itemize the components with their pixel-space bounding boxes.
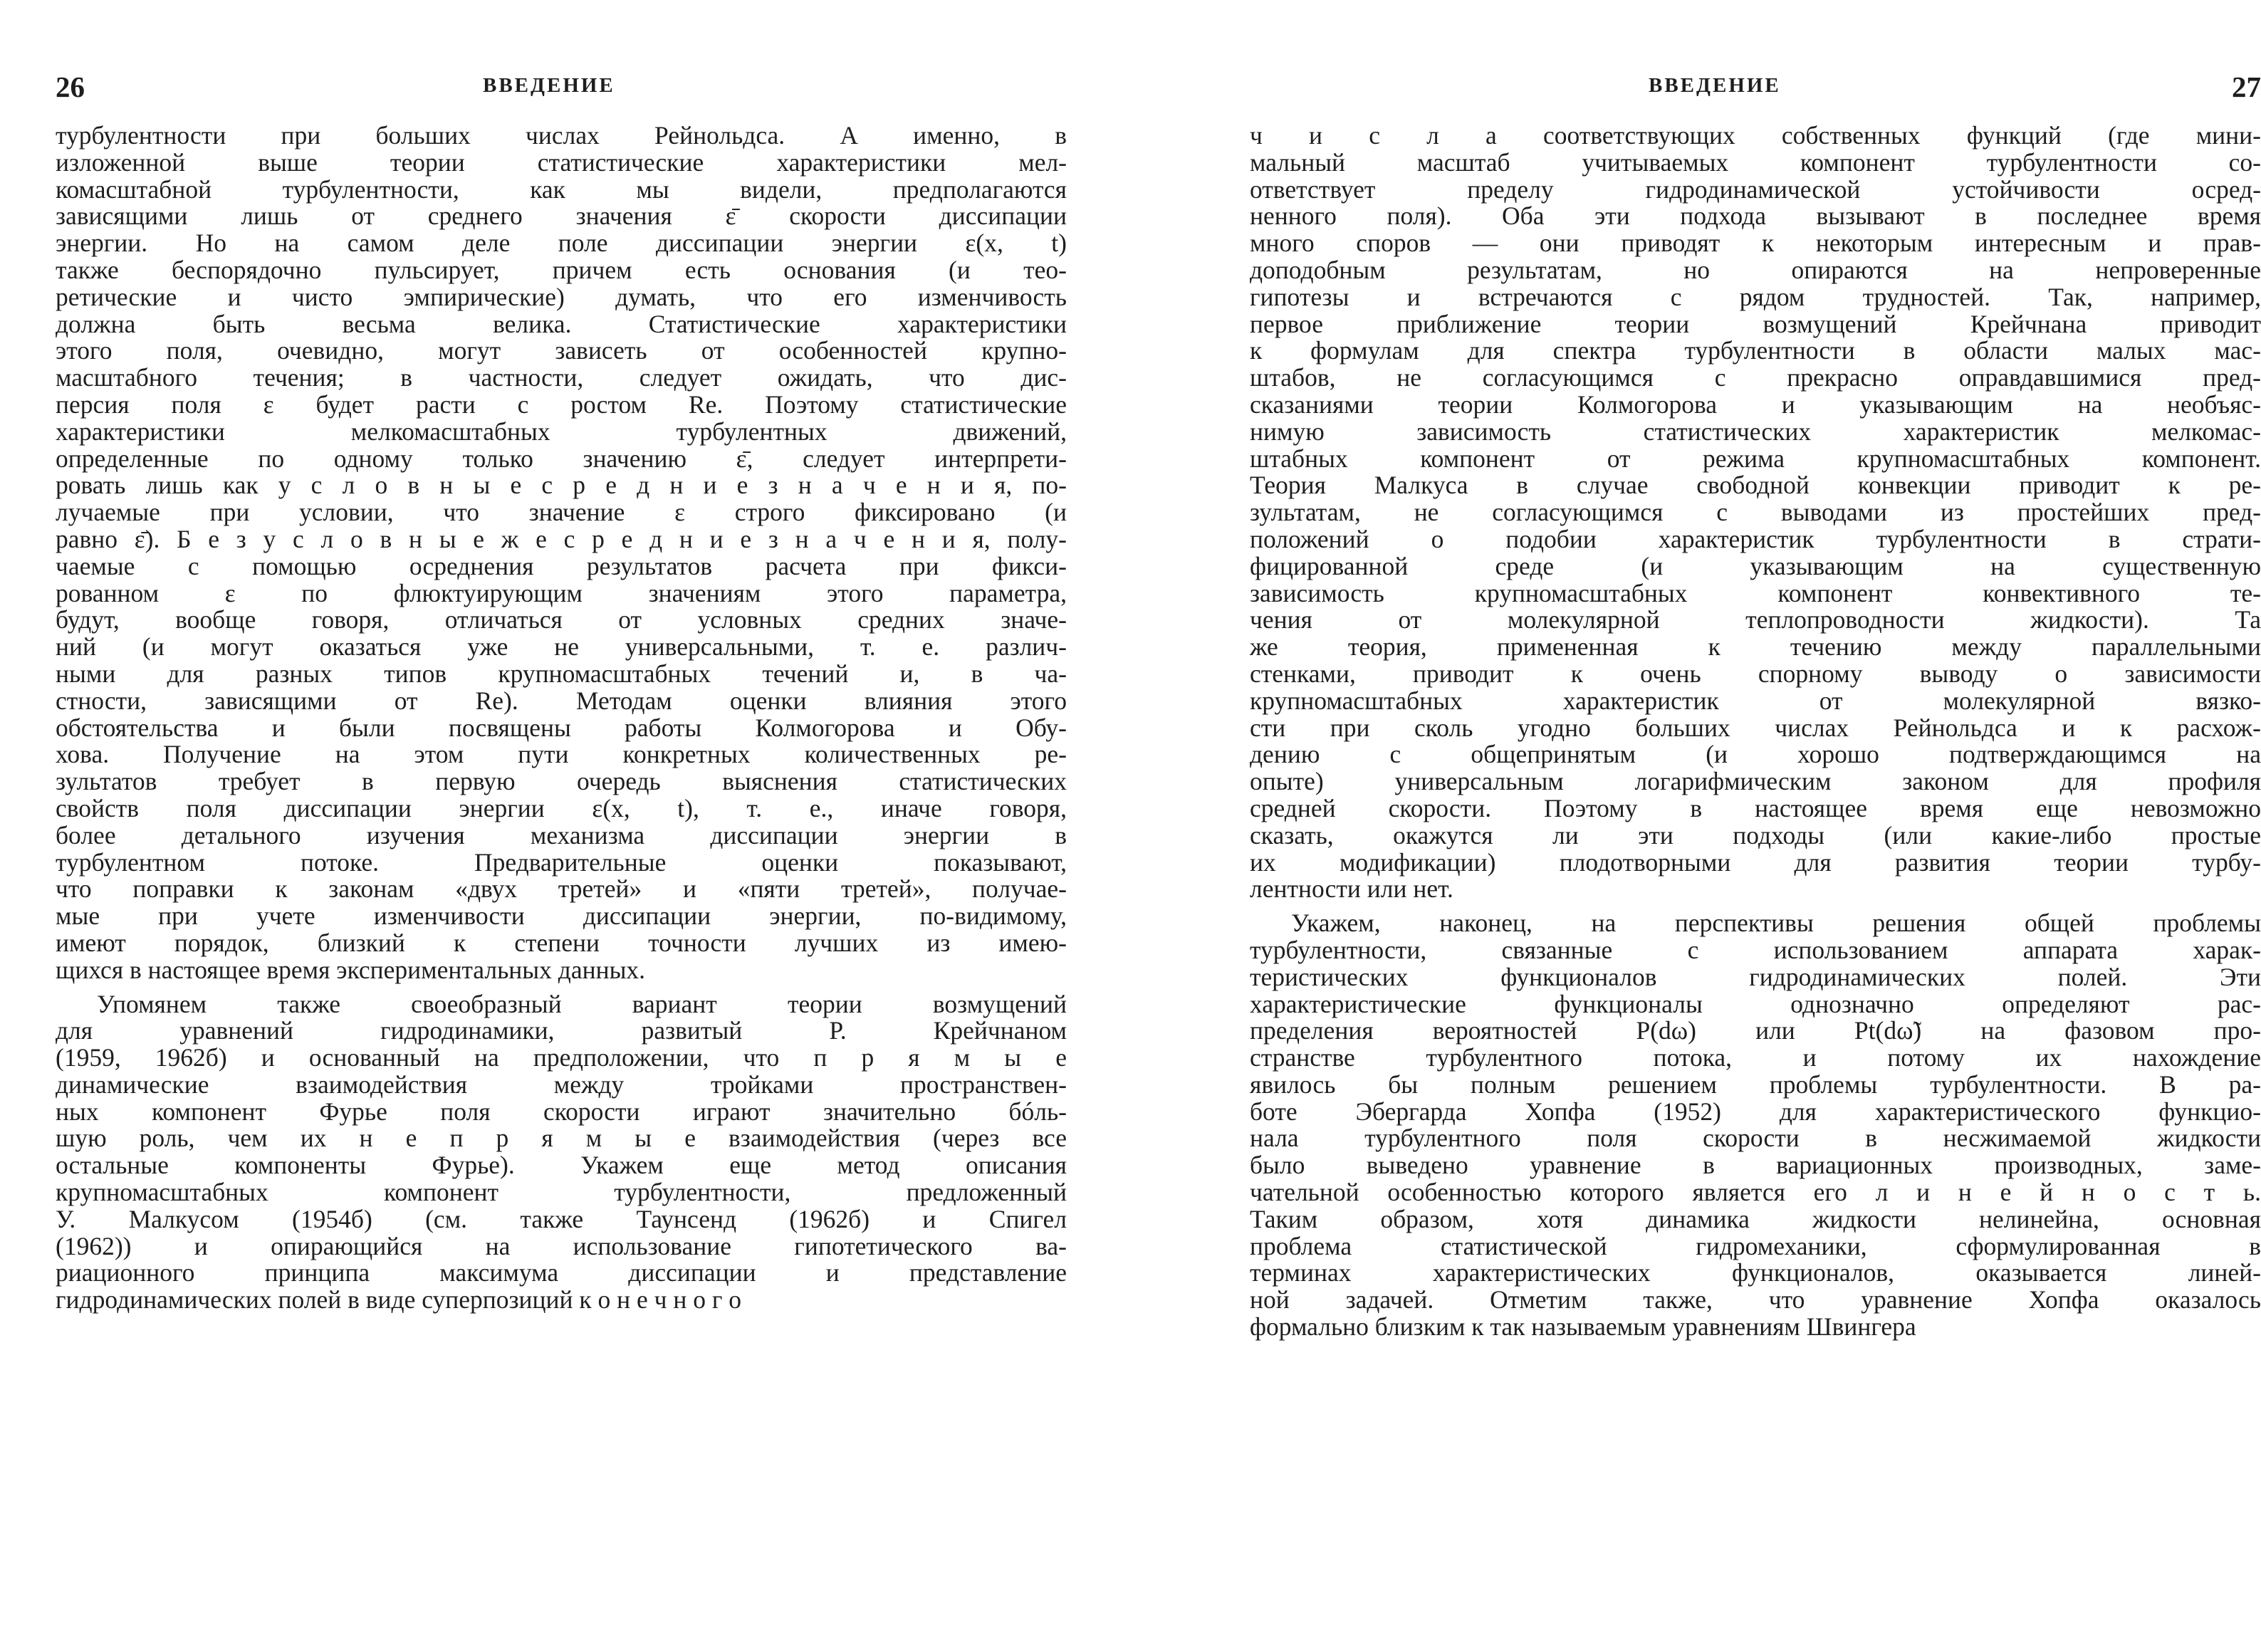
text-line: хова. Получение на этом пути конкретных количественных ре- bbox=[56, 740, 1067, 769]
text-line: комасштабной турбулентности, как мы видели, предполагаются bbox=[56, 174, 1067, 204]
text-line: обстоятельства и были посвящены работы Колмогорова и Обу- bbox=[56, 713, 1067, 742]
text-line: масштабного течения; в частности, следует ожидать, что дис- bbox=[56, 363, 1067, 392]
text-line: стенками, приводит к очень спорному выводу о зависимости bbox=[1250, 659, 2261, 688]
text-line: что поправки к законам «двух третей» и «пяти третей», получае- bbox=[56, 874, 1067, 904]
paragraph bbox=[1250, 903, 2261, 1341]
text-line: ний (и могут оказаться уже не универсальными, т. е. различ- bbox=[56, 632, 1067, 662]
right-page bbox=[1250, 0, 2261, 1652]
text-line: изложенной выше теории статистические характеристики мел- bbox=[56, 147, 1067, 177]
text-line: сказаниями теории Колмогорова и указывающим на необъяс- bbox=[1250, 390, 2261, 419]
text-line: стности, зависящими от Re). Методам оценки влияния этого bbox=[56, 686, 1067, 715]
text-line: ненного поля). Оба эти подхода вызывают в последнее время bbox=[1250, 202, 2261, 231]
text-line: странстве турбулентного потока, и потому их нахождение bbox=[1250, 1043, 2261, 1072]
text-line: первое приближение теории возмущений Крейчнана приводит bbox=[1250, 309, 2261, 338]
right-page-number: 27 bbox=[2232, 70, 2261, 103]
text-line: ч и с л а соответствующих собственных функций (где мини- bbox=[1250, 121, 2261, 150]
text-line: риационного принципа максимума диссипации и представление bbox=[56, 1258, 1067, 1287]
text-line: нала турбулентного поля скорости в несжимаемой жидкости bbox=[1250, 1124, 2261, 1153]
text-line: терминах характеристических функционалов, оказывается линей- bbox=[1250, 1258, 2261, 1287]
text-line: сти при сколь угодно больших числах Рейнольдса и к расхож- bbox=[1250, 713, 2261, 742]
text-line: характеристические функционалы однозначно определяют рас- bbox=[1250, 989, 2261, 1018]
text-line: ных компонент Фурье поля скорости играют значительно бóль- bbox=[56, 1097, 1067, 1126]
text-line: много споров — они приводят к некоторым интересным и прав- bbox=[1250, 229, 2261, 258]
paragraph bbox=[56, 122, 1067, 984]
text-line: энергии. Но на самом деле поле диссипации энергии ε(x, t) bbox=[56, 229, 1067, 258]
text-line: было выведено уравнение в вариационных производных, заме- bbox=[1250, 1151, 2261, 1180]
text-line: Таким образом, хотя динамика жидкости нелинейна, основная bbox=[1250, 1204, 2261, 1233]
left-page bbox=[56, 0, 1067, 1652]
left-page-header bbox=[56, 70, 1067, 113]
text-line: лентности или нет. bbox=[1250, 874, 1453, 904]
text-line: персия поля ε будет расти с ростом Re. Поэтому статистические bbox=[56, 390, 1067, 419]
text-line: мальный масштаб учитываемых компонент турбулентности со- bbox=[1250, 147, 2261, 177]
right-page-text bbox=[1250, 122, 2261, 1341]
text-line: Теория Малкуса в случае свободной конвекции приводит к ре- bbox=[1250, 471, 2261, 500]
text-line: средней скорости. Поэтому в настоящее время еще невозможно bbox=[1250, 793, 2261, 822]
text-line: определенные по одному только значению ε̄, следует интерпрети- bbox=[56, 444, 1067, 473]
text-line: У. Малкусом (1954б) (см. также Таунсенд (1962б) и Спигел bbox=[56, 1204, 1067, 1233]
paragraph bbox=[56, 984, 1067, 1314]
text-line: этого поля, очевидно, могут зависеть от особенностей крупно- bbox=[56, 336, 1067, 365]
text-line: пределения вероятностей P(dω) или Pt(dω̃) на фазовом про- bbox=[1250, 1016, 2261, 1045]
text-line: формально близким к так называемым уравнениям Швингера bbox=[1250, 1312, 1916, 1342]
left-page-number: 26 bbox=[56, 70, 85, 103]
text-line: Упомянем также своеобразный вариант теории возмущений bbox=[97, 989, 1067, 1018]
text-line: более детального изучения механизма диссипации энергии в bbox=[56, 820, 1067, 849]
text-line: свойств поля диссипации энергии ε(x, t), т. е., иначе говоря, bbox=[56, 793, 1067, 822]
text-line: теристических функционалов гидродинамических полей. Эти bbox=[1250, 962, 2261, 991]
text-line: щихся в настоящее время экспериментальных данных. bbox=[56, 955, 646, 984]
text-line: Укажем, наконец, на перспективы решения общей проблемы bbox=[1291, 909, 2261, 938]
text-line: ровать лишь как у с л о в н ы е с р е д н и е з н а ч е н и я, по- bbox=[56, 471, 1067, 500]
left-page-text bbox=[56, 122, 1067, 1314]
text-line: характеристики мелкомасштабных турбулентных движений, bbox=[56, 417, 1067, 446]
text-line: чаемые с помощью осреднения результатов расчета при фикси- bbox=[56, 551, 1067, 580]
text-line: крупномасштабных компонент турбулентности, предложенный bbox=[56, 1178, 1067, 1207]
text-line: явилось бы полным решением проблемы турбулентности. В ра- bbox=[1250, 1070, 2261, 1099]
text-line: чательной особенностью которого является его л и н е й н о с т ь. bbox=[1250, 1178, 2261, 1207]
text-line: нимую зависимость статистических характеристик мелкомас- bbox=[1250, 417, 2261, 446]
text-line: проблема статистической гидромеханики, сформулированная в bbox=[1250, 1231, 2261, 1260]
text-line: зависящими лишь от среднего значения ε̄ скорости диссипации bbox=[56, 202, 1067, 231]
text-line: зультатам, не согласующимся с выводами из простейших пред- bbox=[1250, 498, 2261, 527]
text-line: (1962)) и опирающийся на использование гипотетического ва- bbox=[56, 1231, 1067, 1260]
text-line: шую роль, чем их н е п р я м ы е взаимодействия (через все bbox=[56, 1124, 1067, 1153]
text-line: сказать, окажутся ли эти подходы (или какие-либо простые bbox=[1250, 820, 2261, 849]
text-line: гидродинамических полей в виде суперпозиций к о н е ч н о г о bbox=[56, 1285, 742, 1314]
text-line: ответствует пределу гидродинамической устойчивости осред- bbox=[1250, 174, 2261, 204]
text-line: зультатов требует в первую очередь выяснения статистических bbox=[56, 767, 1067, 796]
text-line: ными для разных типов крупномасштабных течений и, в ча- bbox=[56, 659, 1067, 688]
text-line: турбулентности, связанные с использованием аппарата харак- bbox=[1250, 935, 2261, 964]
text-line: зависимость крупномасштабных компонент конвективного те- bbox=[1250, 578, 2261, 607]
text-line: рованном ε по флюктуирующим значениям этого параметра, bbox=[56, 578, 1067, 607]
text-line: дению с общепринятым (и хорошо подтверждающимся на bbox=[1250, 740, 2261, 769]
text-line: турбулентном потоке. Предварительные оценки показывают, bbox=[56, 847, 1067, 877]
text-line: имеют порядок, близкий к степени точности лучших из имею- bbox=[56, 928, 1067, 957]
text-line: остальные компоненты Фурье). Укажем еще метод описания bbox=[56, 1151, 1067, 1180]
text-line: ретические и чисто эмпирические) думать, что его изменчивость bbox=[56, 282, 1067, 311]
text-line: турбулентности при больших числах Рейнольдса. А именно, в bbox=[56, 121, 1067, 150]
text-line: должна быть весьма велика. Статистические характеристики bbox=[56, 309, 1067, 338]
text-line: для уравнений гидродинамики, развитый Р. Крейчнаном bbox=[56, 1016, 1067, 1045]
text-line: их модификации) плодотворными для развития теории турбу- bbox=[1250, 847, 2261, 877]
text-line: будут, вообще говоря, отличаться от условных средних значе- bbox=[56, 605, 1067, 634]
text-line: же теория, примененная к течению между параллельными bbox=[1250, 632, 2261, 662]
text-line: положений о подобии характеристик турбулентности в страти- bbox=[1250, 524, 2261, 553]
text-line: крупномасштабных характеристик от молекулярной вязко- bbox=[1250, 686, 2261, 715]
text-line: равно ε̄). Б е з у с л о в н ы е ж е с р е д н и е з н а ч е н и я, полу- bbox=[56, 524, 1067, 553]
text-line: доподобным результатам, но опираются на непроверенные bbox=[1250, 255, 2261, 284]
right-running-head: ВВЕДЕНИЕ bbox=[1649, 74, 1781, 97]
text-line: (1959, 1962б) и основанный на предположении, что п р я м ы е bbox=[56, 1043, 1067, 1072]
left-running-head: ВВЕДЕНИЕ bbox=[483, 74, 615, 97]
text-line: штабов, не согласующимся с прекрасно оправдавшимися пред- bbox=[1250, 363, 2261, 392]
text-line: боте Эбергарда Хопфа (1952) для характеристического функцио- bbox=[1250, 1097, 2261, 1126]
text-line: опыте) универсальным логарифмическим законом для профиля bbox=[1250, 767, 2261, 796]
text-line: лучаемые при условии, что значение ε строго фиксировано (и bbox=[56, 498, 1067, 527]
text-line: к формулам для спектра турбулентности в области малых мас- bbox=[1250, 336, 2261, 365]
text-line: мые при учете изменчивости диссипации энергии, по-видимому, bbox=[56, 901, 1067, 931]
text-line: фицированной среде (и указывающим на существенную bbox=[1250, 551, 2261, 580]
text-line: гипотезы и встречаются с рядом трудностей. Так, например, bbox=[1250, 282, 2261, 311]
paragraph bbox=[1250, 122, 2261, 903]
right-page-header bbox=[1250, 70, 2261, 113]
text-line: ной задачей. Отметим также, что уравнение Хопфа оказалось bbox=[1250, 1285, 2261, 1314]
text-line: штабных компонент от режима крупномасштабных компонент. bbox=[1250, 444, 2261, 473]
text-line: динамические взаимодействия между тройками пространствен- bbox=[56, 1070, 1067, 1099]
text-line: чения от молекулярной теплопроводности жидкости). Та bbox=[1250, 605, 2261, 634]
text-line: также беспорядочно пульсирует, причем есть основания (и тео- bbox=[56, 255, 1067, 284]
